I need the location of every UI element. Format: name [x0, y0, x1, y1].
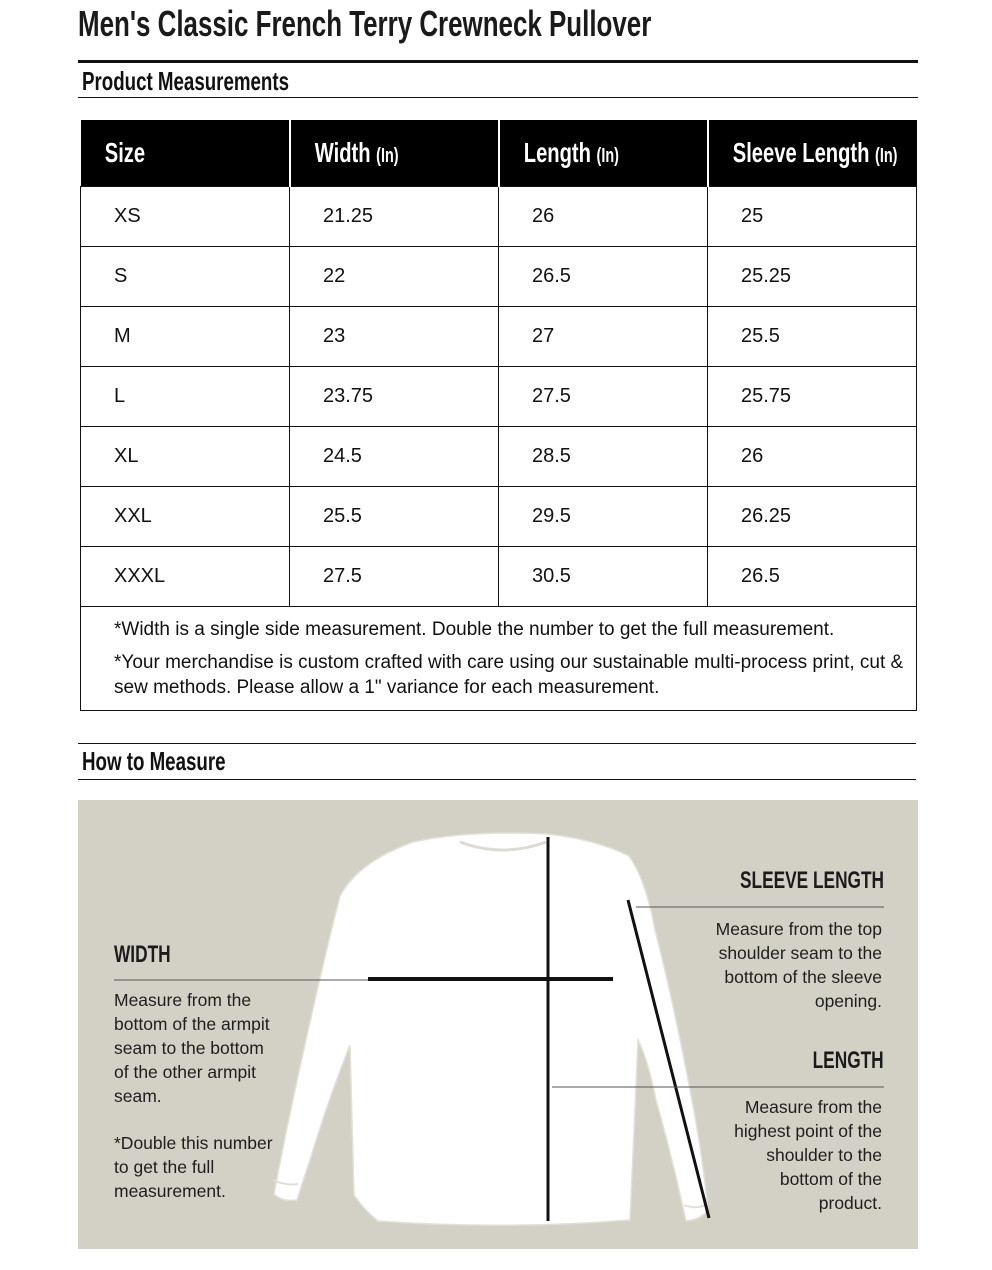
- section-rule: [78, 779, 916, 780]
- size-cell: S: [81, 247, 290, 307]
- variance-note: *Your merchandise is custom crafted with care using our sustainable multi-process print, cut & sew methods. Please allow a 1" variance for each measurement.: [114, 652, 904, 698]
- product-measurements-heading: Product Measurements: [82, 66, 290, 96]
- length-label: LENGTH: [812, 1047, 884, 1074]
- size-cell: M: [81, 307, 290, 367]
- table-row: [81, 547, 917, 607]
- length-cell: 28.5: [499, 427, 708, 487]
- sleeve-length-cell: 26.5: [708, 547, 917, 607]
- width-desc-line: bottom of the armpit: [114, 1014, 270, 1034]
- column-header-size: Size: [81, 120, 290, 187]
- size-cell: XS: [81, 187, 290, 247]
- sleeve-length-description: [716, 917, 882, 1013]
- width-desc-line: of the other armpit: [114, 1062, 257, 1082]
- width-cell: 27.5: [290, 547, 499, 607]
- table-row: [81, 427, 917, 487]
- table-notes: [81, 607, 917, 711]
- length-cell: 27.5: [499, 367, 708, 427]
- table-row: [81, 247, 917, 307]
- sleeve-length-cell: 26.25: [708, 487, 917, 547]
- table-row: [81, 307, 917, 367]
- sleeve-length-cell: 25.25: [708, 247, 917, 307]
- width-note-line: to get the full: [114, 1157, 215, 1177]
- width-cell: 23.75: [290, 367, 499, 427]
- sleeve-length-cell: 26: [708, 427, 917, 487]
- width-desc-line: seam.: [114, 1086, 162, 1106]
- width-cell: 22: [290, 247, 499, 307]
- column-header-length: Length (In): [499, 120, 708, 187]
- width-description: [114, 988, 270, 1108]
- length-desc-line: Measure from the: [744, 1097, 882, 1117]
- sleeve-length-label: SLEEVE LENGTH: [739, 867, 884, 894]
- width-note-line: *Double this number: [114, 1133, 273, 1153]
- length-desc-line: bottom of the: [779, 1169, 882, 1189]
- length-desc-line: shoulder to the: [766, 1145, 882, 1165]
- sleeve-length-cell: 25.75: [708, 367, 917, 427]
- size-cell: XL: [81, 427, 290, 487]
- width-note: *Width is a single side measurement. Double the number to get the full measurement.: [114, 619, 835, 640]
- sleeve-desc-line: bottom of the sleeve: [724, 967, 882, 987]
- width-cell: 24.5: [290, 427, 499, 487]
- size-cell: XXXL: [81, 547, 290, 607]
- how-to-measure-heading: How to Measure: [82, 746, 226, 776]
- size-cell: L: [81, 367, 290, 427]
- table-row: [81, 187, 917, 247]
- size-cell: XXL: [81, 487, 290, 547]
- column-header-sleeve-length: Sleeve Length (In): [708, 120, 917, 187]
- width-desc-line: seam to the bottom: [114, 1038, 264, 1058]
- length-cell: 30.5: [499, 547, 708, 607]
- measurements-table: [80, 120, 917, 711]
- length-cell: 26.5: [499, 247, 708, 307]
- sleeve-desc-line: shoulder seam to the: [718, 943, 882, 963]
- sleeve-length-cell: 25: [708, 187, 917, 247]
- width-cell: 21.25: [290, 187, 499, 247]
- sleeve-measure-line: [628, 900, 709, 1218]
- width-double-note: [114, 1131, 273, 1203]
- table-row: [81, 487, 917, 547]
- table-row: [81, 367, 917, 427]
- section-rule: [78, 97, 918, 98]
- shirt-illustration: [273, 833, 708, 1225]
- table-header-row: [81, 120, 917, 187]
- page-title: Men's Classic French Terry Crewneck Pullover: [78, 3, 652, 44]
- width-note-line: measurement.: [114, 1181, 226, 1201]
- length-cell: 26: [499, 187, 708, 247]
- length-desc-line: highest point of the: [734, 1121, 882, 1141]
- width-cell: 23: [290, 307, 499, 367]
- sleeve-length-cell: 25.5: [708, 307, 917, 367]
- width-label: WIDTH: [114, 941, 171, 968]
- title-rule: [78, 60, 918, 63]
- sleeve-desc-line: Measure from the top: [715, 919, 882, 939]
- table-notes-row: [81, 607, 917, 711]
- length-description: [734, 1095, 882, 1215]
- length-cell: 27: [499, 307, 708, 367]
- width-desc-line: Measure from the: [114, 990, 252, 1010]
- length-desc-line: product.: [818, 1193, 882, 1213]
- column-header-width: Width (In): [290, 120, 499, 187]
- sleeve-desc-line: opening.: [814, 991, 882, 1011]
- how-to-measure-panel: [78, 800, 918, 1249]
- width-cell: 25.5: [290, 487, 499, 547]
- length-cell: 29.5: [499, 487, 708, 547]
